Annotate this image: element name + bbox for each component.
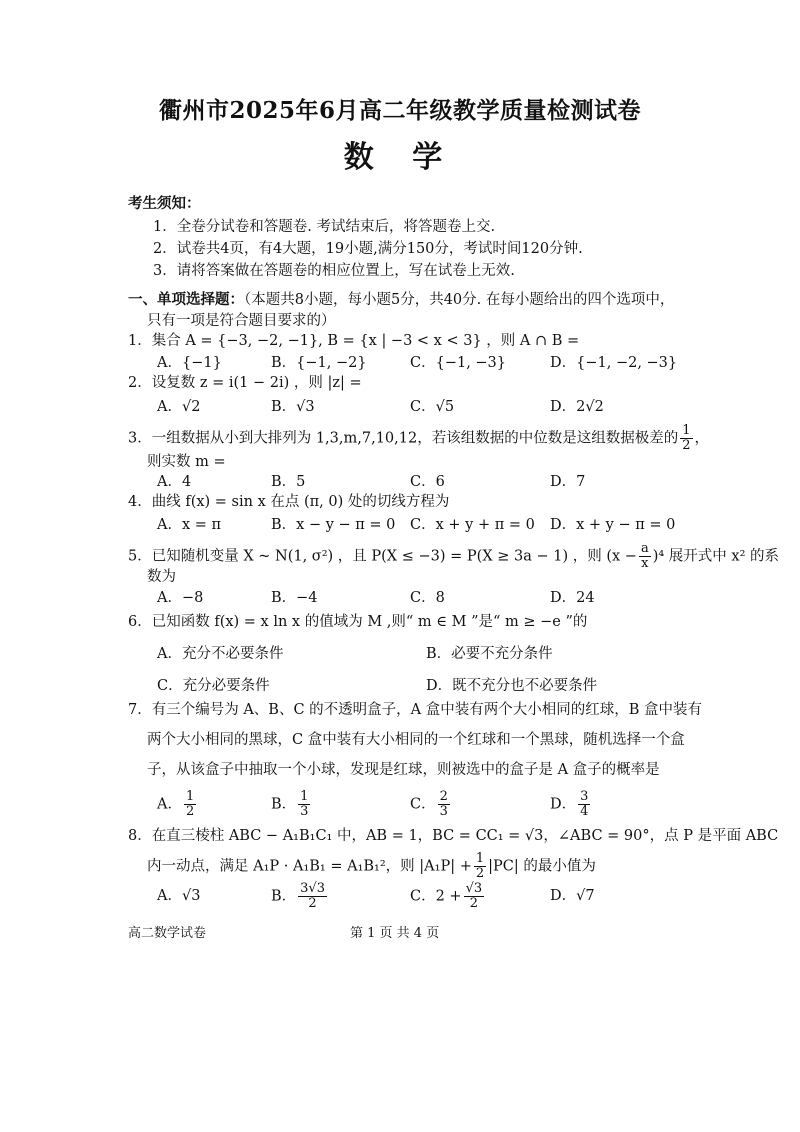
frac-num: 1 (185, 789, 195, 804)
fraction (298, 790, 310, 819)
option-d: D．24 (550, 590, 595, 606)
option-b: B．5 (271, 474, 306, 490)
frac-den: 2 (475, 866, 485, 881)
option-a: A．−8 (157, 590, 204, 606)
option-d: D．2√2 (550, 399, 604, 415)
notice-item: 1．全卷分试卷和答题卷. 考试结束后，将答题卷上交. (153, 219, 496, 235)
frac-num: 3√3 (300, 881, 325, 896)
frac-num: 3 (580, 789, 589, 804)
option-a: A．{−1} (157, 355, 222, 371)
frac-den: 2 (185, 804, 195, 819)
question-stem: 7．有三个编号为 A、B、C 的不透明盒子，A 盒中装有两个大小相同的红球，B 盒中装有 (128, 702, 703, 718)
question-stem-line3: 子，从该盒子中抽取一个小球，发现是红球，则被选中的盒子是 A 盒子的概率是 (147, 762, 660, 778)
fraction (680, 424, 692, 453)
option-a: A．4 (157, 474, 192, 490)
section-label: 一、单项选择题： (128, 291, 244, 308)
option-c: C．{−1, −3} (410, 355, 507, 371)
question-stem: 8．在直三棱柱 ABC − A₁B₁C₁ 中，AB = 1，BC = CC₁ = √3，∠ABC = 90°，点 P 是平面 ABC (128, 828, 779, 844)
notice-item: 2．试卷共4页，有4大题，19小题,满分150分，考试时间120分钟. (153, 241, 583, 257)
question-stem-line2: 两个大小相同的黑球，C 盒中装有大小相同的一个红球和一个黑球，随机选择一个盒 (147, 732, 685, 748)
question-stem (128, 542, 779, 571)
fraction (438, 790, 450, 819)
notice-item: 3．请将答案做在答题卷的相应位置上，写在试卷上无效. (153, 263, 515, 279)
option-label: B． (271, 796, 297, 813)
option-label: A． (157, 796, 182, 813)
option-d: D．7 (550, 474, 586, 490)
frac-den: 3 (300, 804, 309, 819)
option-c: C．8 (410, 590, 445, 606)
stem-text: 3．一组数据从小到大排列为 1,3,m,7,10,12，若该组数据的中位数是这组数据极差的 (128, 430, 679, 447)
question-stem: 6．已知函数 f(x) = x ln x 的值域为 M ,则“ m ∈ M ”是“ m ≥ −e ”的 (128, 614, 588, 630)
section-heading (128, 290, 674, 310)
frac-num: 1 (682, 423, 691, 438)
option-d: D．{−1, −2, −3} (550, 355, 678, 371)
option-a: A．充分不必要条件 (157, 646, 284, 662)
section-desc-line2: 只有一项是符合题目要求的） (147, 313, 336, 329)
frac-num: 1 (475, 851, 485, 866)
frac-num: a (640, 541, 649, 556)
fraction (474, 852, 486, 881)
option-label: C． (410, 796, 436, 813)
frac-den: 3 (439, 804, 448, 819)
question-stem (128, 424, 709, 453)
option-c (410, 790, 452, 819)
exam-title: 衢州市2025年6月高二年级教学质量检测试卷 (158, 97, 642, 124)
option-b: B．x − y − π = 0 (271, 517, 396, 533)
fraction (464, 882, 485, 911)
subject-title: 数 学 (343, 140, 457, 175)
option-b (271, 882, 329, 911)
question-stem: 4．曲线 f(x) = sin x 在点 (π, 0) 处的切线方程为 (128, 494, 450, 510)
stem-text: 5．已知随机变量 X ~ N(1, σ²) ，且 P(X ≤ −3) = P(X ≥ 3a − 1) ，则 (x − (128, 548, 637, 565)
option-b (271, 790, 312, 819)
option-c: C．充分必要条件 (157, 678, 270, 694)
option-label: C．2 + (410, 888, 462, 905)
option-a: A．x = π (157, 517, 222, 533)
option-b: B．√3 (271, 399, 315, 415)
option-b: B．−4 (271, 590, 318, 606)
option-c: C．√5 (410, 399, 455, 415)
footer-page-number: 第 1 页 共 4 页 (350, 926, 440, 941)
question-stem-line2: 则实数 m = (147, 454, 226, 470)
frac-num: 1 (300, 789, 309, 804)
footer-left: 高二数学试卷 (128, 926, 207, 941)
frac-den: 2 (308, 896, 317, 911)
frac-den: x (641, 556, 649, 571)
stem-end: )⁴ 展开式中 x² 的系 (652, 548, 779, 565)
option-a: A．√2 (157, 399, 201, 415)
question-stem: 1．集合 A = {−3, −2, −1}, B = {x | −3 < x < 3} ，则 A ∩ B = (128, 333, 580, 349)
option-label: D． (550, 796, 577, 813)
frac-num: 2 (439, 789, 448, 804)
stem-text: 内一动点，满足 A₁P · A₁B₁ = A₁B₁²，则 |A₁P| + (147, 858, 472, 875)
stem-text: |PC| 的最小值为 (488, 858, 596, 875)
option-c (410, 882, 486, 911)
option-b: B．必要不充分条件 (426, 646, 553, 662)
question-stem: 2．设复数 z = i(1 − 2i) ，则 |z| = (128, 375, 362, 391)
frac-den: 2 (469, 896, 479, 911)
option-a (157, 790, 198, 819)
frac-den: 2 (682, 438, 691, 453)
option-label: B． (271, 888, 297, 905)
fraction (578, 790, 590, 819)
section-desc: （本题共8小题，每小题5分，共40分. 在每小题给出的四个选项中， (244, 292, 675, 308)
fraction (184, 790, 196, 819)
option-d: D．x + y − π = 0 (550, 517, 676, 533)
fraction (298, 882, 327, 911)
notice-heading: 考生须知： (128, 195, 201, 212)
option-c: C．6 (410, 474, 445, 490)
option-b: B．{−1, −2} (271, 355, 367, 371)
option-d (550, 790, 592, 819)
frac-den: 4 (580, 804, 589, 819)
question-stem-line2 (147, 852, 596, 881)
frac-num: √3 (465, 881, 483, 896)
question-stem-line2: 数为 (147, 569, 176, 585)
option-d: D．√7 (550, 888, 595, 904)
fraction (639, 542, 651, 571)
option-d: D．既不充分也不必要条件 (426, 678, 598, 694)
stem-end: ， (694, 430, 709, 447)
option-a: A．√3 (157, 888, 201, 904)
option-c: C．x + y + π = 0 (410, 517, 535, 533)
